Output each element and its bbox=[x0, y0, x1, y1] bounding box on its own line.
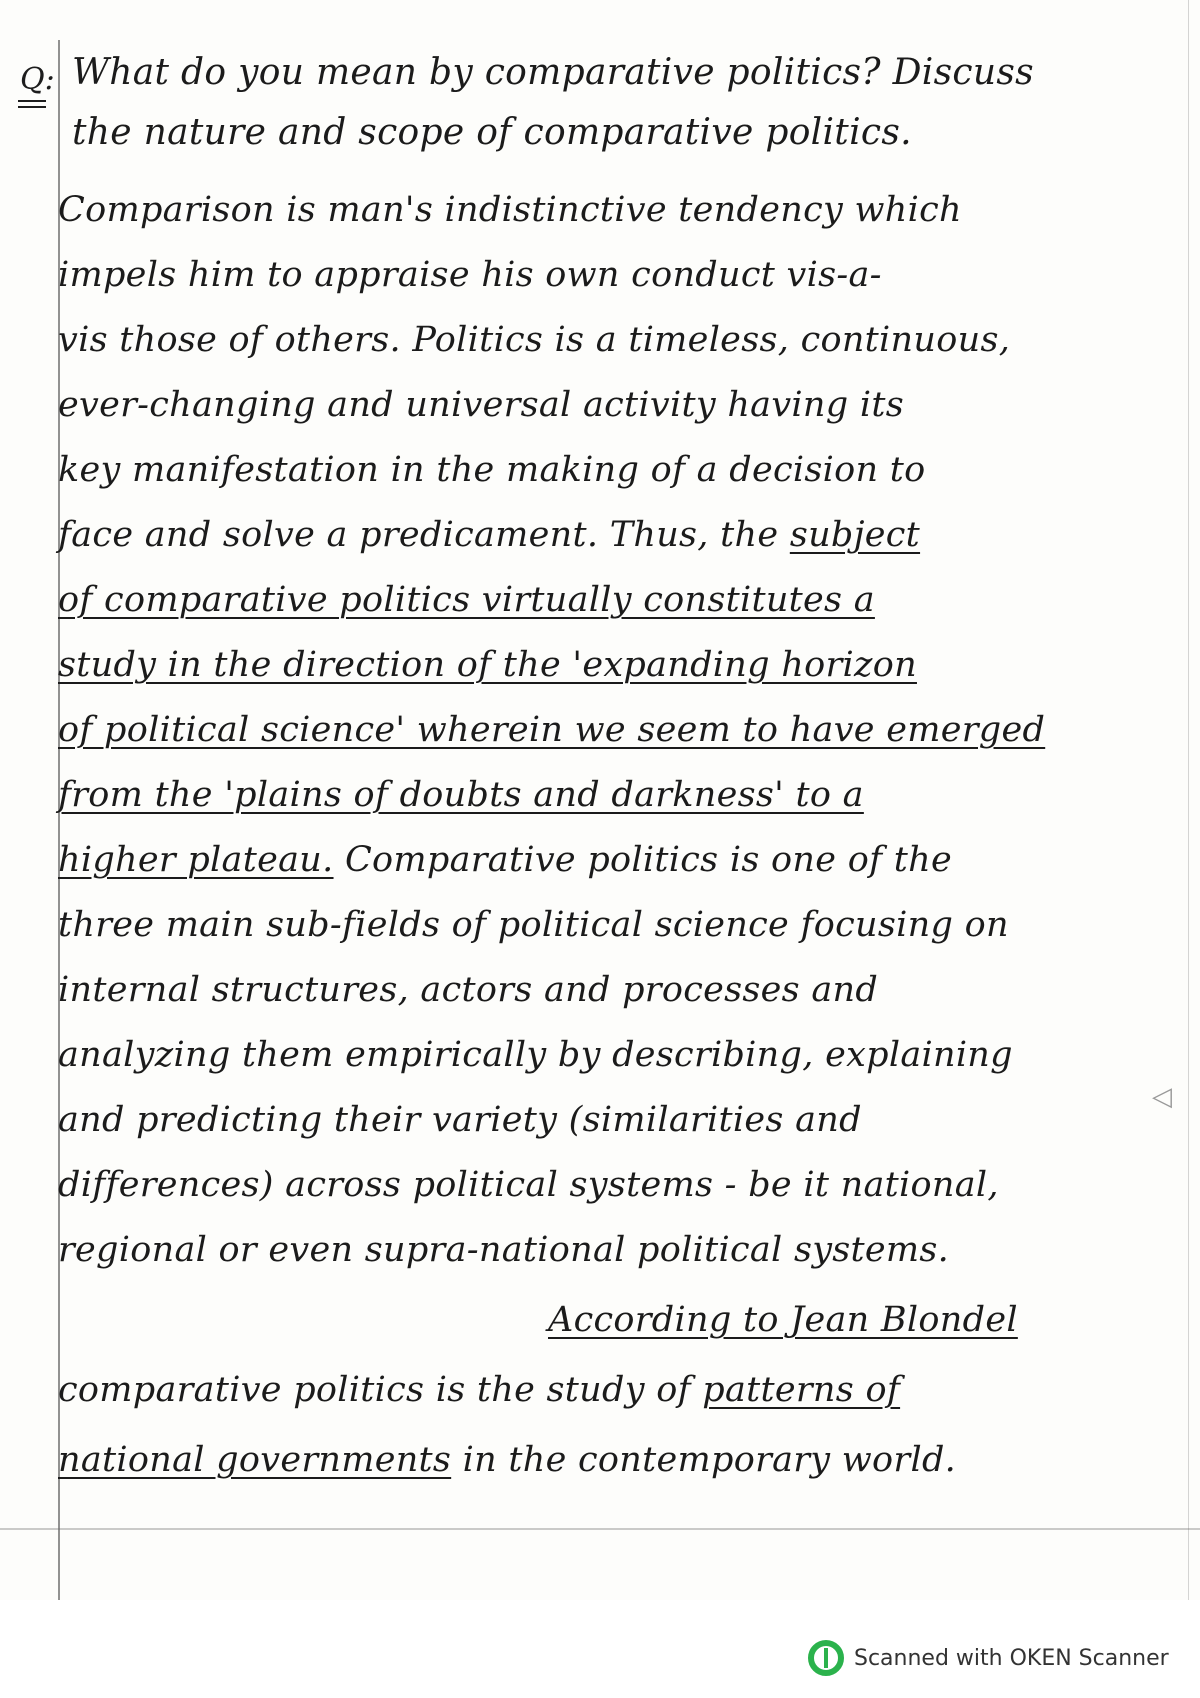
answer-line: three main sub-fields of political science focusing on bbox=[58, 905, 1009, 945]
answer-line: analyzing them empirically by describing, explaining bbox=[58, 1035, 1013, 1075]
question-marker-underline bbox=[18, 106, 46, 108]
answer-line: and predicting their variety (similarities and bbox=[58, 1100, 862, 1140]
underlined-text: higher plateau. bbox=[58, 840, 334, 880]
answer-line: vis those of others. Politics is a timeless, continuous, bbox=[58, 320, 1011, 360]
answer-text: in the contemporary world. bbox=[462, 1440, 957, 1480]
answer-text: comparative politics is the study of bbox=[58, 1370, 691, 1410]
question-line: the nature and scope of comparative politics. bbox=[72, 112, 912, 153]
answer-line-underlined: of comparative politics virtually constitutes a bbox=[58, 580, 875, 620]
page-edge bbox=[1188, 0, 1189, 1600]
page-bottom-edge bbox=[0, 1528, 1200, 1530]
answer-line bbox=[58, 840, 952, 880]
oken-scanner-logo-icon bbox=[808, 1640, 844, 1676]
underlined-text: subject bbox=[789, 515, 921, 555]
question-line: What do you mean by comparative politics? Discuss bbox=[72, 52, 1034, 93]
answer-line-underlined: study in the direction of the 'expanding horizon bbox=[58, 645, 917, 685]
answer-line: regional or even supra-national political systems. bbox=[58, 1230, 950, 1270]
answer-text: Comparative politics is one of the bbox=[344, 840, 952, 880]
answer-line: impels him to appraise his own conduct vis-a- bbox=[58, 255, 882, 295]
answer-line bbox=[58, 1370, 900, 1410]
underlined-text: patterns of bbox=[702, 1370, 901, 1410]
scanner-watermark bbox=[808, 1640, 1169, 1676]
answer-line bbox=[58, 1440, 956, 1480]
answer-line bbox=[58, 515, 920, 555]
watermark-text: Scanned with OKEN Scanner bbox=[854, 1645, 1169, 1671]
underlined-text: national governments bbox=[58, 1440, 452, 1480]
answer-line: Comparison is man's indistinctive tendency which bbox=[58, 190, 962, 230]
citation-heading: According to Jean Blondel bbox=[548, 1300, 1018, 1340]
answer-text: face and solve a predicament. Thus, the bbox=[58, 515, 779, 555]
answer-line: differences) across political systems - be it national, bbox=[58, 1165, 999, 1205]
page-turn-arrow-icon: ◁ bbox=[1152, 1082, 1172, 1112]
question-marker-underline bbox=[18, 100, 46, 102]
answer-line: key manifestation in the making of a decision to bbox=[58, 450, 926, 490]
answer-line-underlined: of political science' wherein we seem to have emerged bbox=[58, 710, 1046, 750]
answer-line: internal structures, actors and processes and bbox=[58, 970, 879, 1010]
question-marker: Q: bbox=[20, 62, 55, 97]
answer-line-underlined: from the 'plains of doubts and darkness' to a bbox=[58, 775, 864, 815]
answer-line: ever-changing and universal activity having its bbox=[58, 385, 904, 425]
